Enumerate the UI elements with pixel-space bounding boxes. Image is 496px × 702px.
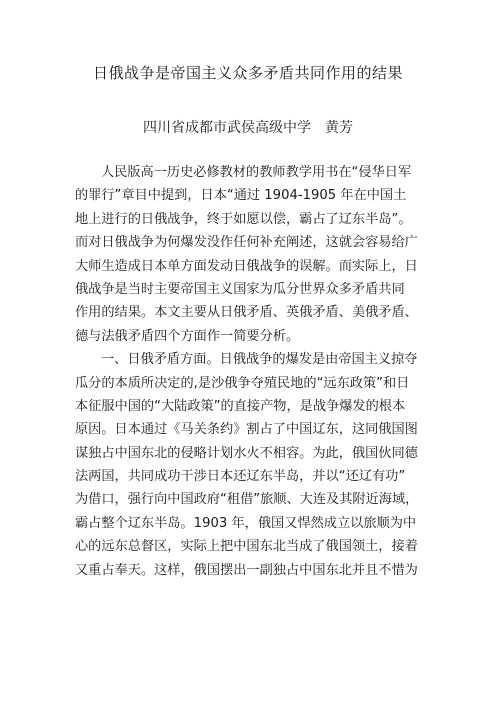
- text-line: 为借口，强行向中国政府“租借”旅顺、大连及其附近海域，: [75, 492, 419, 508]
- text-line: 地上进行的日俄战争，终于如愿以偿，霸占了辽东半岛”。: [75, 211, 412, 227]
- author-affiliation: 四川省成都市武侯高级中学: [143, 120, 311, 136]
- body-text: [75, 161, 433, 582]
- text-line: 德与法俄矛盾四个方面作一简要分析。: [75, 328, 300, 344]
- text-line: 又重占奉天。这样，俄国摆出一副独占中国东北并且不惜为: [75, 562, 418, 578]
- paragraph: [75, 161, 433, 348]
- text-line: 俄战争是当时主要帝国主义国家为瓜分世界众多矛盾共同: [75, 281, 405, 297]
- document-title: 日俄战争是帝国主义众多矛盾共同作用的结果: [92, 64, 403, 82]
- text-line: 大师生造成日本单方面发动日俄战争的误解。而实际上，日: [75, 258, 418, 274]
- text-line: 一、日俄矛盾方面。日俄战争的爆发是由帝国主义掠夺: [101, 352, 418, 368]
- paragraph: [75, 348, 433, 582]
- author-line: [0, 117, 496, 137]
- text-line: 霸占整个辽东半岛。1903 年，俄国又悍然成立以旅顺为中: [75, 515, 417, 531]
- text-line: 的罪行”章目中提到，日本“通过 1904-1905 年在中国土: [75, 188, 407, 204]
- author-name: 黄芳: [325, 120, 353, 136]
- text-line: 原因。日本通过《马关条约》割占了中国辽东，这同俄国图: [75, 422, 418, 438]
- text-line: 本征服中国的“大陆政策”的直接产物，是战争爆发的根本: [75, 398, 406, 414]
- text-line: 人民版高一历史必修教材的教师教学用书在“侵华日军: [101, 165, 412, 180]
- text-line: 心的远东总督区，实际上把中国东北当成了俄国领土，接着: [75, 539, 418, 555]
- text-line: 法两国，共同成功干涉日本还辽东半岛，并以“还辽有功”: [75, 469, 406, 485]
- text-line: 而对日俄战争为何爆发没作任何补充阐述，这就会容易给广: [75, 235, 418, 251]
- text-line: 瓜分的本质所决定的,是沙俄争夺殖民地的“远东政策”和日: [75, 375, 410, 391]
- text-line: 谋独占中国东北的侵略计划水火不相容。为此，俄国伙同德: [75, 445, 418, 461]
- text-line: 作用的结果。本文主要从日俄矛盾、英俄矛盾、美俄矛盾、: [75, 305, 418, 321]
